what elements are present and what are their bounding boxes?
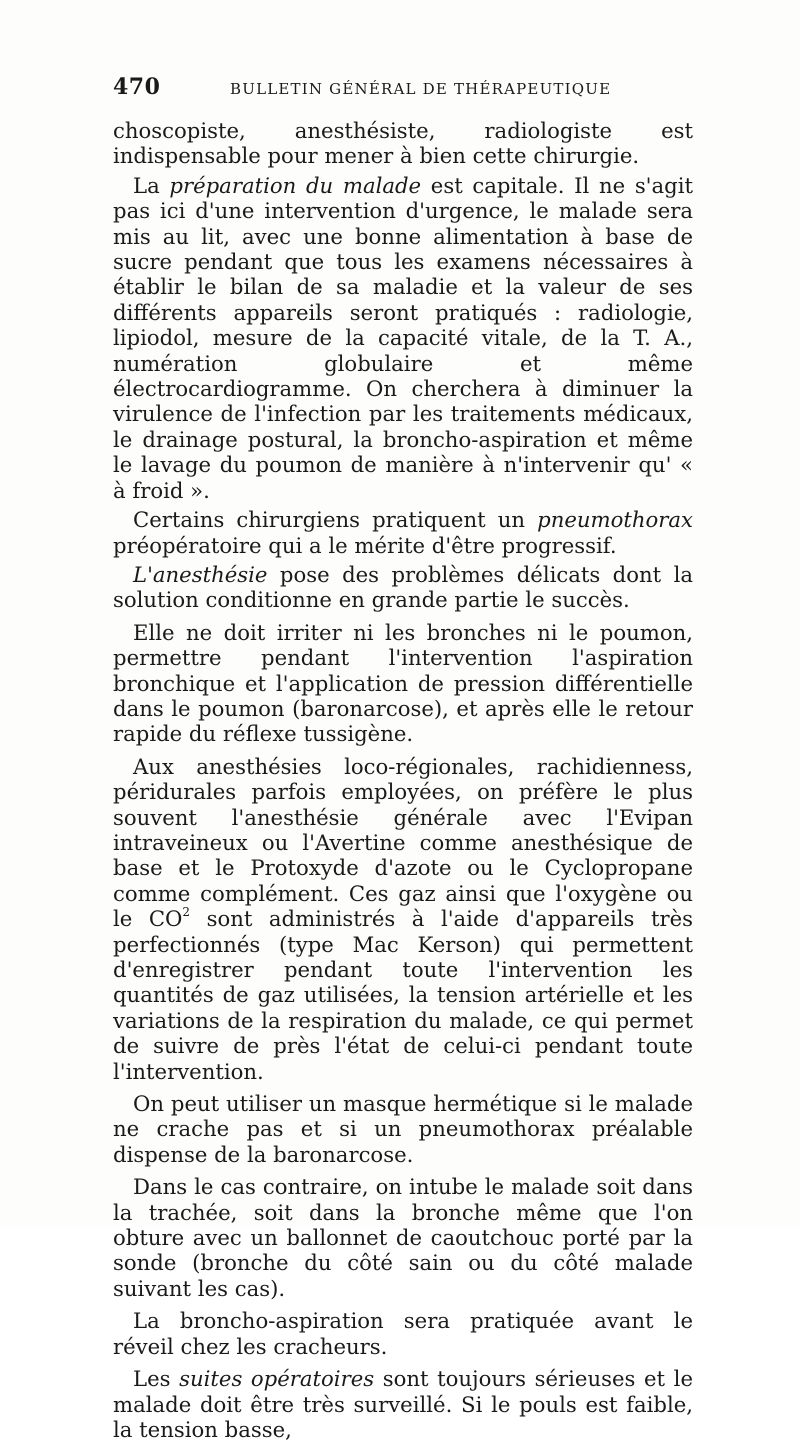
paragraph <box>113 1174 693 1301</box>
page-number: 470 <box>113 74 161 100</box>
body-text <box>113 118 693 1446</box>
paragraph <box>113 1308 693 1359</box>
italic-term: préparation du malade <box>169 172 422 198</box>
text-run: Les <box>133 1366 180 1392</box>
superscript: 2 <box>182 905 191 920</box>
text-run: pose des problèmes délicats dont la solution conditionne en grande partie le succès. <box>113 561 693 613</box>
running-title: BULLETIN GÉNÉRAL DE THÉRAPEUTIQUE <box>230 80 612 98</box>
text-run: La broncho-aspiration sera pratiquée avant le réveil chez les cracheurs. <box>113 1308 693 1359</box>
text-run: est capitale. Il ne s'agit pas ici d'une intervention d'urgence, le malade sera mis au lit, avec une bonne alimentation à base de sucre pendant que tous les examens nécessaires à établir le bilan de sa maladie et la valeur de ses différents appareils seront pratiqués : radiologie, lipiodol, mesure de la capacité vitale, de la T. A., numération globulaire et même électrocardiogramme. On cherchera à diminuer la virulence de l'infection par les traitements médicaux, le drainage postural, la broncho-aspiration et même le lavage du poumon de manière à n'intervenir qu' « à froid ». <box>113 172 693 503</box>
text-run: Aux anesthésies loco-régionales, rachidienness, péridurales parfois employées, on préfère le plus souvent l'anesthésie générale avec l'Evipan intraveineux ou l'Avertine comme anesthésique de base et le Protoxyde d'azote ou le Cyclopropane comme complément. Ces gaz ainsi que l'oxygène ou le CO <box>113 753 693 932</box>
text-run: sont toujours sérieuses et le malade doit être très surveillé. Si le pouls est faible, la tension basse, <box>113 1366 693 1442</box>
text-run: préopératoire qui a le mérite d'être progressif. <box>113 532 617 558</box>
paragraph <box>113 562 693 613</box>
paragraph <box>113 1366 693 1442</box>
paragraph <box>113 507 693 558</box>
italic-term: L'anesthésie <box>133 561 268 587</box>
text-run: La <box>133 172 170 198</box>
text-run: On peut utiliser un masque hermétique si le malade ne crache pas et si un pneumothorax préalable dispense de la baronarcose. <box>113 1091 693 1167</box>
italic-term: pneumothorax <box>537 507 693 533</box>
paragraph <box>113 754 693 1084</box>
text-run: choscopiste, anesthésiste, radiologiste est indispensable pour mener à bien cette chirurgie. <box>113 118 693 169</box>
paragraph <box>113 173 693 503</box>
paragraph <box>113 118 693 169</box>
text-run: Dans le cas contraire, on intube le malade soit dans la trachée, soit dans la bronche même que l'on obture avec un ballonnet de caoutchouc porté par la sonde (bronche du côté sain ou du côté malade suivant les cas). <box>113 1174 693 1301</box>
text-run: Certains chirurgiens pratiquent un <box>133 507 538 533</box>
text-run: Elle ne doit irriter ni les bronches ni le poumon, permettre pendant l'intervention l'aspiration bronchique et l'application de pression différentielle dans le poumon (baronarcose), et après elle le retour rapide du réflexe tussigène. <box>113 619 693 747</box>
page-header <box>113 74 693 104</box>
paragraph <box>113 1091 693 1167</box>
text-run: sont administrés à l'aide d'appareils très perfectionnés (type Mac Kerson) qui permettent d'enregistrer pendant toute l'intervention les quantités de gaz utilisées, la tension artérielle et les variations de la respiration du malade, ce qui permet de suivre de près l'état de celui-ci pendant toute l'intervention. <box>113 906 693 1084</box>
italic-term: suites opératoires <box>179 1366 375 1392</box>
paragraph <box>113 620 693 747</box>
